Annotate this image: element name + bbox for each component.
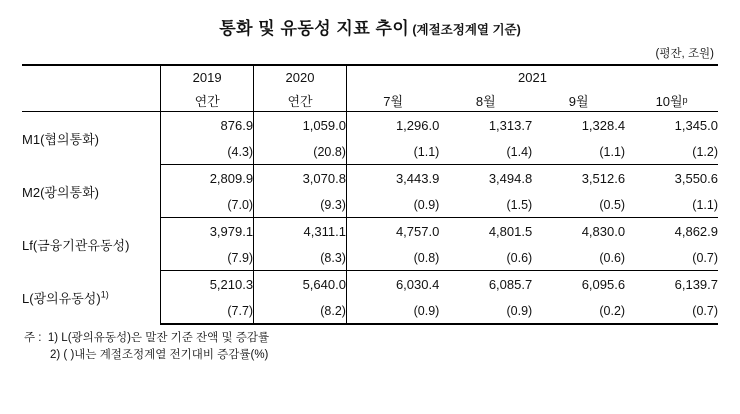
- cell-rate: (0.9): [439, 298, 532, 324]
- cell-rate: (1.1): [346, 139, 439, 165]
- cell-value: 1,313.7: [488, 118, 533, 133]
- cell-rate: (1.1): [532, 139, 625, 165]
- row-label-m1: M1(협의통화): [22, 131, 99, 147]
- header-month-jul: 7월: [346, 89, 439, 112]
- cell-rate: (0.6): [532, 245, 625, 271]
- cell-value: 6,139.7: [674, 277, 718, 292]
- cell-rate: (20.8): [254, 139, 347, 165]
- cell-value: 876.9: [161, 112, 254, 140]
- cell-value: 5,640.0: [254, 271, 347, 299]
- cell-rate: (0.6): [439, 245, 532, 271]
- cell-rate: (0.5): [532, 192, 625, 218]
- cell-value: 1,328.4: [581, 118, 626, 133]
- cell-rate: (8.2): [254, 298, 347, 324]
- monetary-aggregates-table: [22, 64, 718, 325]
- cell-rate: (9.3): [254, 192, 347, 218]
- header-year-2021: 2021: [346, 65, 718, 89]
- cell-rate: (0.9): [346, 192, 439, 218]
- cell-value: 4,862.9: [674, 224, 718, 239]
- footnote-line-2: [24, 347, 718, 364]
- row-label-lf: Lf(금융기관유동성): [22, 237, 130, 253]
- table-row: [22, 165, 718, 193]
- header-sub-2019: 연간: [161, 89, 254, 112]
- table-row: [22, 112, 718, 140]
- footnotes: [22, 330, 718, 363]
- cell-value: 1,345.0: [674, 118, 718, 133]
- cell-rate: (1.1): [625, 192, 718, 218]
- footnote-text-1: 1) L(광의유동성)은 말잔 기준 잔액 및 증감률: [47, 332, 270, 344]
- cell-rate: (8.3): [254, 245, 347, 271]
- cell-value: 3,494.8: [488, 171, 533, 186]
- header-year-2020: 2020: [254, 65, 347, 89]
- cell-value: 3,070.8: [254, 165, 347, 193]
- row-label-superscript: 1): [100, 289, 109, 300]
- cell-value: 6,095.6: [581, 277, 626, 292]
- cell-value: 3,550.6: [674, 171, 718, 186]
- cell-value: 4,801.5: [488, 224, 533, 239]
- cell-rate: (1.5): [439, 192, 532, 218]
- table-header-row-sub: [22, 89, 718, 112]
- cell-value: 3,443.9: [346, 165, 439, 193]
- header-month-sep: 9월: [532, 89, 625, 112]
- table-header-row-year: [22, 65, 718, 89]
- header-month-oct: 10월ᵖ: [625, 89, 718, 112]
- cell-value: 6,085.7: [488, 277, 533, 292]
- header-year-2019: 2019: [161, 65, 254, 89]
- unit-note: (평잔, 조원): [655, 48, 714, 60]
- footnote-line-1: [24, 330, 718, 347]
- row-label-l: L(광의유동성)$^{1)}$: [22, 289, 109, 306]
- cell-value: 1,059.0: [254, 112, 347, 140]
- table-row: [22, 271, 718, 299]
- table-row: [22, 218, 718, 246]
- cell-rate: (0.7): [625, 245, 718, 271]
- cell-rate: (1.2): [625, 139, 718, 165]
- header-sub-2020: 연간: [254, 89, 347, 112]
- cell-rate: (0.7): [625, 298, 718, 324]
- cell-rate: (7.7): [161, 298, 254, 324]
- cell-rate: (0.2): [532, 298, 625, 324]
- cell-rate: (7.9): [161, 245, 254, 271]
- cell-value: 3,512.6: [581, 171, 626, 186]
- row-label-m2: M2(광의통화): [22, 184, 99, 200]
- cell-value: 2,809.9: [161, 165, 254, 193]
- page-title: [22, 0, 718, 45]
- cell-value: 4,830.0: [581, 224, 626, 239]
- cell-value: 4,311.1: [254, 218, 347, 246]
- cell-value: 3,979.1: [161, 218, 254, 246]
- cell-rate: (0.9): [346, 298, 439, 324]
- header-month-aug: 8월: [439, 89, 532, 112]
- cell-value: 4,757.0: [346, 218, 439, 246]
- cell-value: 5,210.3: [161, 271, 254, 299]
- cell-rate: (0.8): [346, 245, 439, 271]
- cell-rate: (4.3): [161, 139, 254, 165]
- cell-rate: (1.4): [439, 139, 532, 165]
- footnote-text-2: 2) ( )내는 계절조정계열 전기대비 증감률(%): [50, 348, 269, 361]
- cell-value: 1,296.0: [346, 112, 439, 140]
- header-sub-blank: [22, 89, 161, 112]
- header-corner-blank: [22, 65, 161, 89]
- footnote-prefix: 주 :: [24, 332, 42, 344]
- page-title-main: 통화 및 유동성 지표 추이: [219, 19, 410, 38]
- cell-value: 6,030.4: [346, 271, 439, 299]
- page-title-sub: (계절조정계열 기준): [412, 23, 521, 37]
- cell-rate: (7.0): [161, 192, 254, 218]
